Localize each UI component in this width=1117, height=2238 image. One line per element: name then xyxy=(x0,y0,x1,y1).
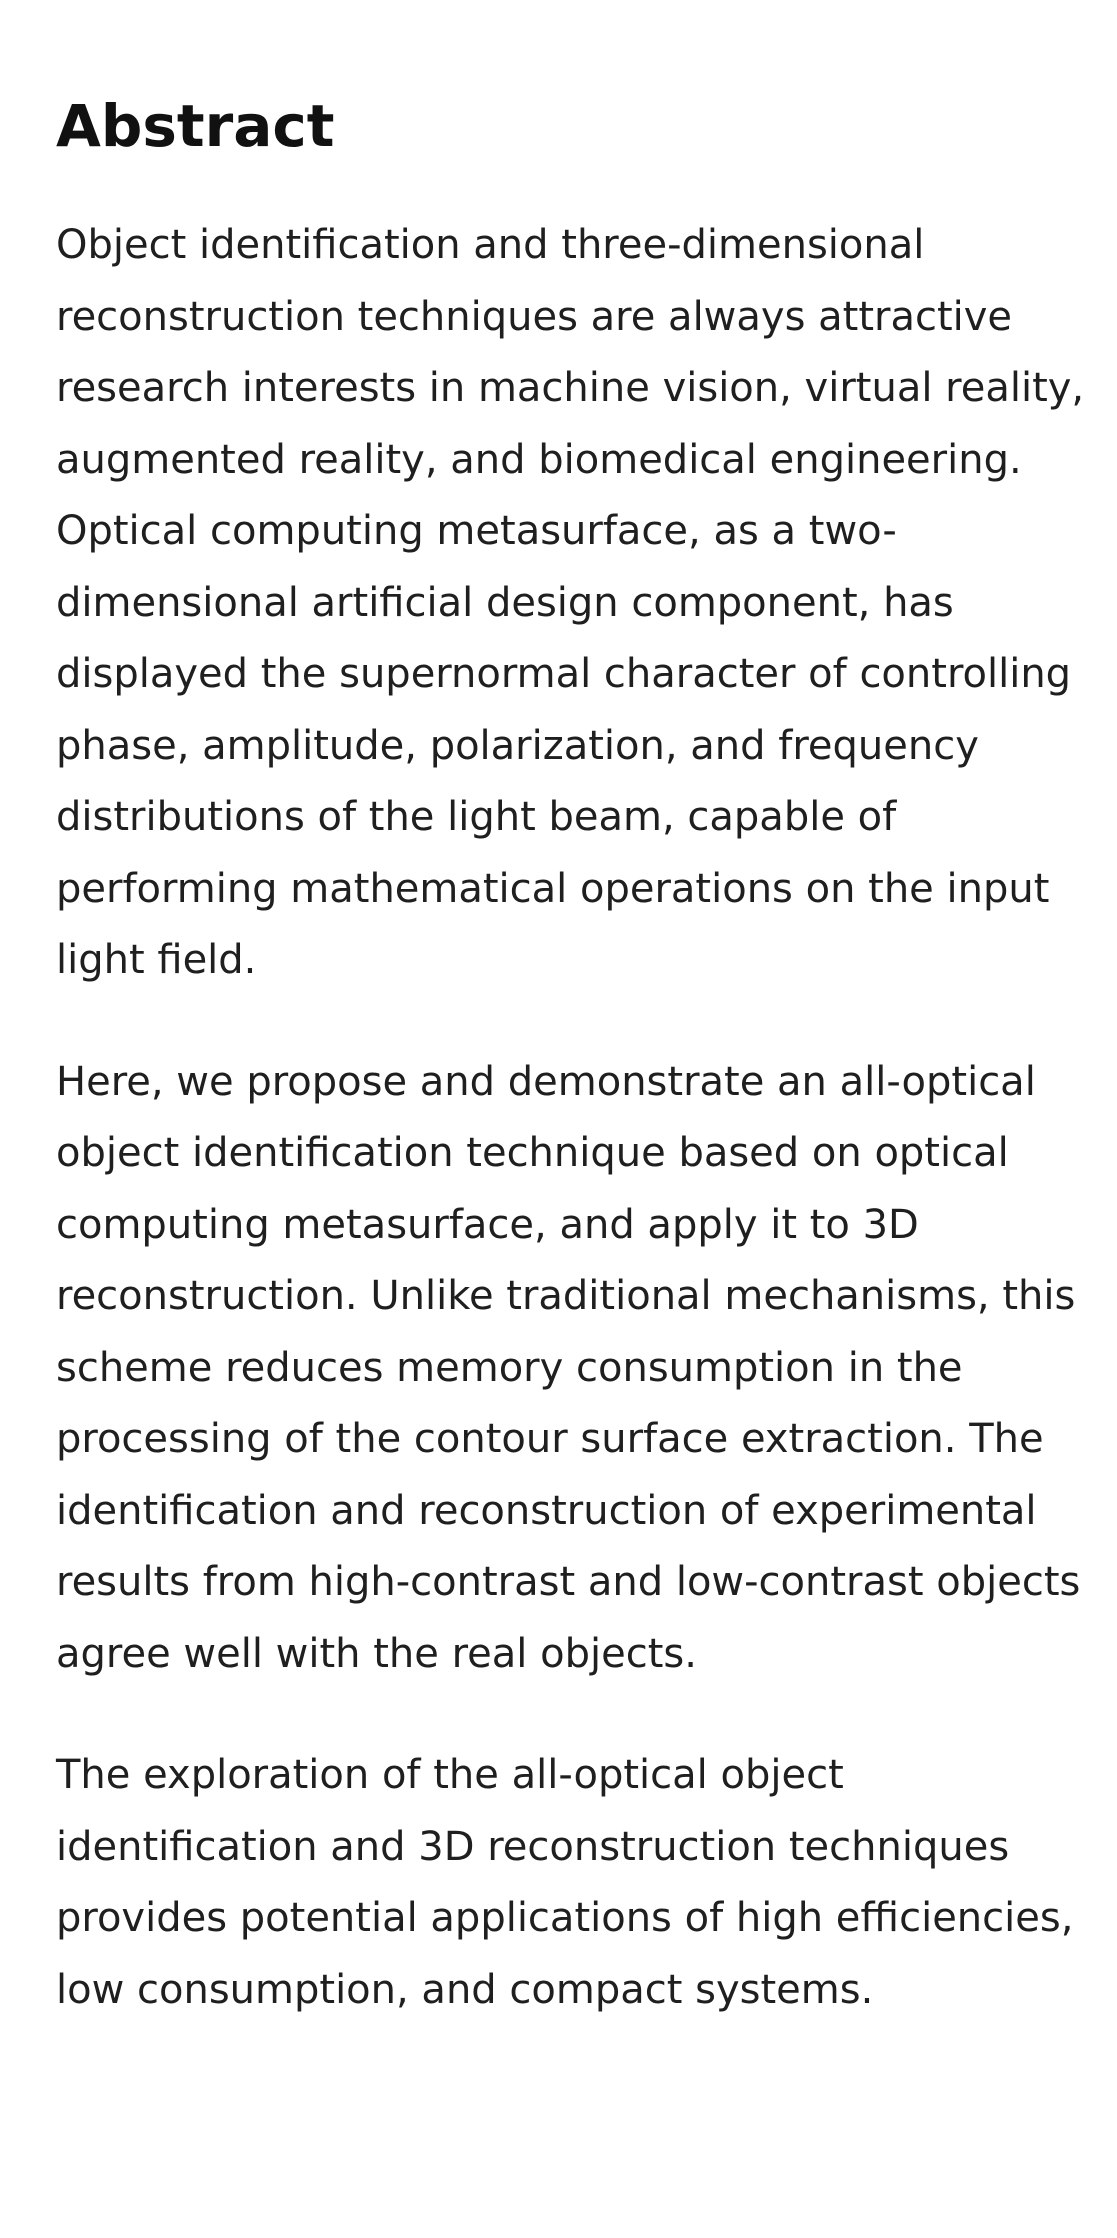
abstract-paragraph-3: The exploration of the all-optical object identification and 3D reconstruction techniques provides potential applications of high efficiencies, low consumption, and compact systems. xyxy=(56,1752,1074,2013)
abstract-paragraph-1: Object identification and three-dimensional reconstruction techniques are always attractive research interests in machine vision, virtual reality, augmented reality, and biomedical engineering. Optical computing metasurface, as a two-dimensional artificial design component, has displayed the supernormal character of controlling phase, amplitude, polarization, and frequency distributions of the light beam, capable of performing mathematical operations on the input light field. xyxy=(56,222,1085,983)
abstract-section xyxy=(56,86,1086,2076)
abstract-heading: Abstract xyxy=(56,92,335,160)
abstract-paragraph-2: Here, we propose and demonstrate an all-optical object identification technique based on optical computing metasurface, and apply it to 3D reconstruction. Unlike traditional mechanisms, this scheme reduces memory consumption in the processing of the contour surface extraction. The identification and reconstruction of experimental results from high-contrast and low-contrast objects agree well with the real objects. xyxy=(56,1058,1081,1677)
